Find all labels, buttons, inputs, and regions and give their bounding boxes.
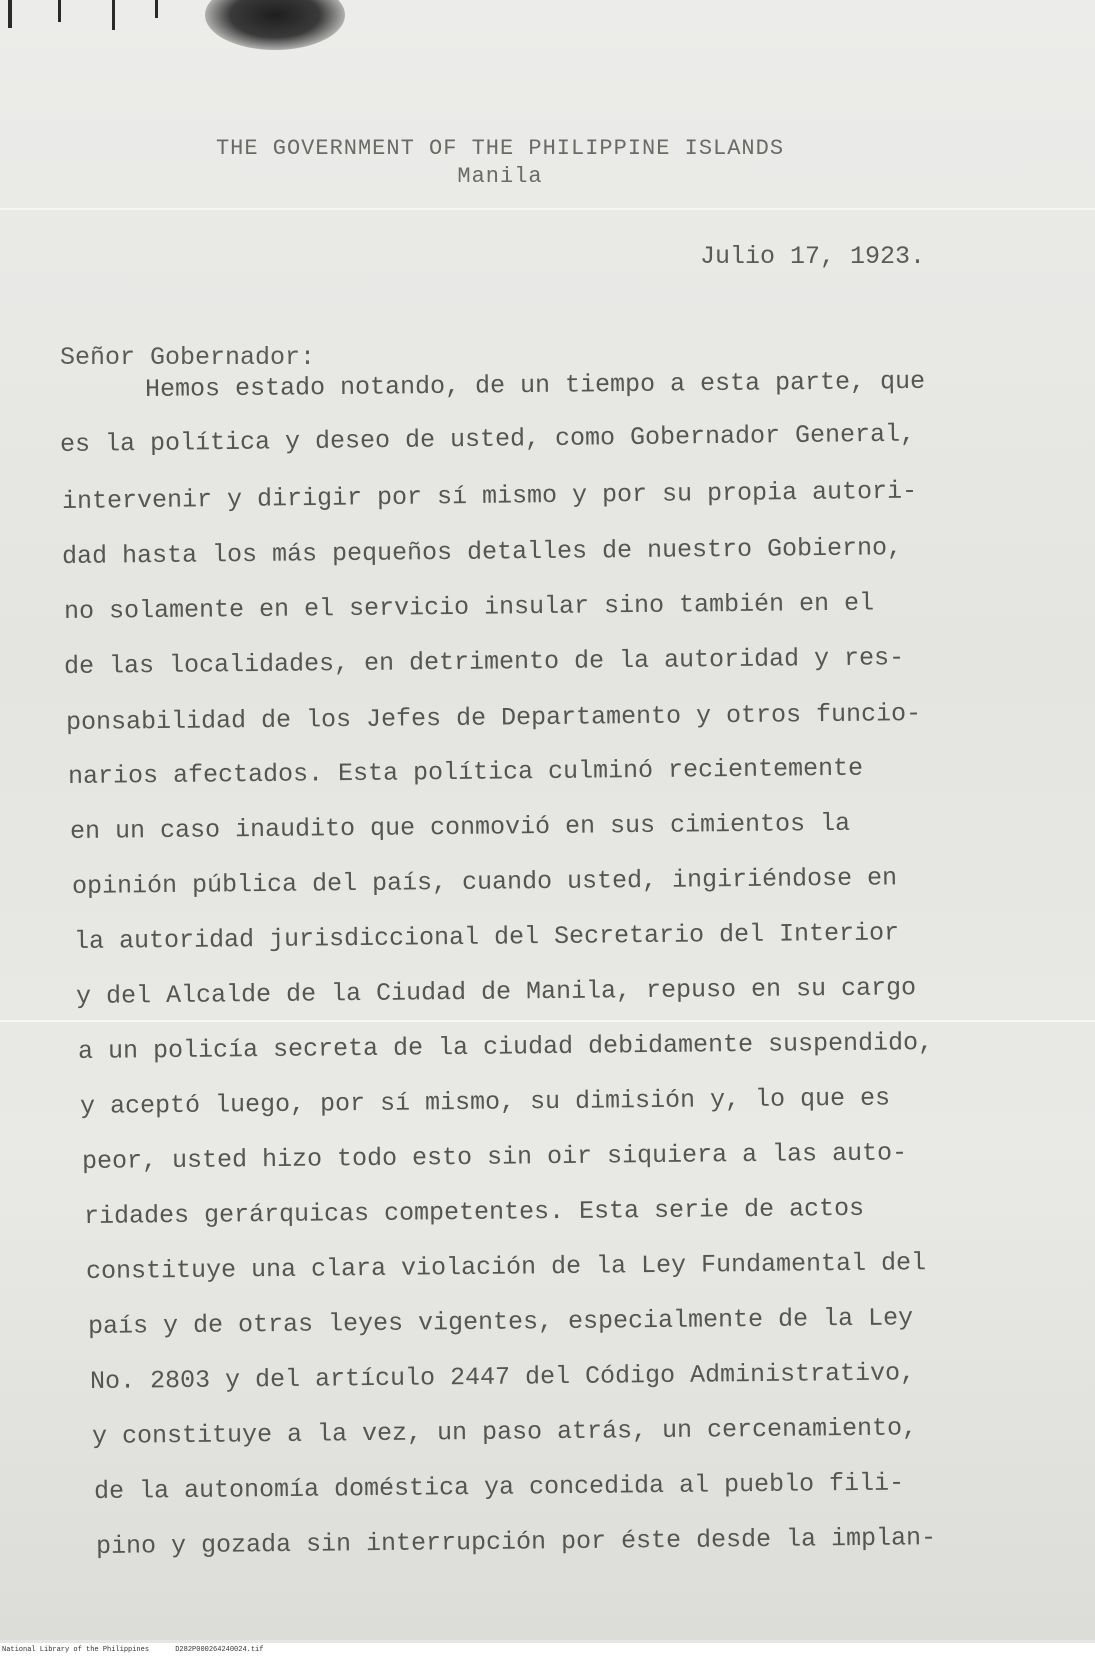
body-line: Hemos estado notando, de un tiempo a esta parte, que <box>144 366 926 404</box>
body-line: no solamente en el servicio insular sino también en el <box>63 588 875 626</box>
letter-date: Julio 17, 1923. <box>700 242 926 271</box>
body-line: en un caso inaudito que conmovió en sus cimientos la <box>69 808 851 846</box>
footer-file: D282P000264240024.tif <box>175 1646 264 1654</box>
body-line: constituye una clara violación de la Ley Fundamental del <box>85 1248 927 1286</box>
edge-mark <box>58 0 61 22</box>
scan-band <box>0 208 1095 210</box>
ink-blot <box>205 0 345 50</box>
body-line: dad hasta los más pequeños detalles de nuestro Gobierno, <box>61 533 903 571</box>
body-line: país y de otras leyes vigentes, especialmente de la Ley <box>87 1303 914 1341</box>
edge-mark <box>155 0 158 18</box>
body-line: ponsabilidad de los Jefes de Departamento y otros funcio- <box>65 699 922 737</box>
salutation: Señor Gobernador: <box>60 343 316 372</box>
body-line: de la autonomía doméstica ya concedida al pueblo fili- <box>93 1468 905 1506</box>
body-line: la autoridad jurisdiccional del Secretario del Interior <box>73 918 900 956</box>
body-line: y aceptó luego, por sí mismo, su dimisión y, lo que es <box>79 1083 891 1121</box>
letterhead-city: Manila <box>457 164 543 189</box>
edge-mark <box>8 0 12 28</box>
body-line: No. 2803 y del artículo 2447 del Código Administrativo, <box>89 1358 916 1396</box>
body-line: ridades gerárquicas competentes. Esta serie de actos <box>83 1193 865 1231</box>
footer-library: National Library of the Philippines <box>2 1646 150 1654</box>
body-line: narios afectados. Esta política culminó recientemente <box>67 753 864 791</box>
letterhead <box>0 135 1000 191</box>
body-line: intervenir y dirigir por sí mismo y por su propia autori- <box>61 476 918 516</box>
body-line: de las localidades, en detrimento de la autoridad y res- <box>63 643 905 681</box>
body-line: pino y gozada sin interrupción por éste desde la implan- <box>95 1523 937 1561</box>
body-line: y del Alcalde de la Ciudad de Manila, repuso en su cargo <box>75 973 917 1011</box>
scan-footer <box>0 1643 1095 1658</box>
body-line: opinión pública del país, cuando usted, ingiriéndose en <box>71 863 898 901</box>
letterhead-government: THE GOVERNMENT OF THE PHILIPPINE ISLANDS <box>215 136 785 161</box>
body-line: y constituye a la vez, un paso atrás, un cercenamiento, <box>91 1413 918 1451</box>
edge-mark <box>112 0 115 30</box>
body-line: peor, usted hizo todo esto sin oir siquiera a las auto- <box>81 1138 908 1176</box>
body-line: es la política y deseo de usted, como Gobernador General, <box>59 419 916 459</box>
scan-band <box>0 1020 1095 1022</box>
body-line: a un policía secreta de la ciudad debidamente suspendido, <box>77 1028 934 1066</box>
